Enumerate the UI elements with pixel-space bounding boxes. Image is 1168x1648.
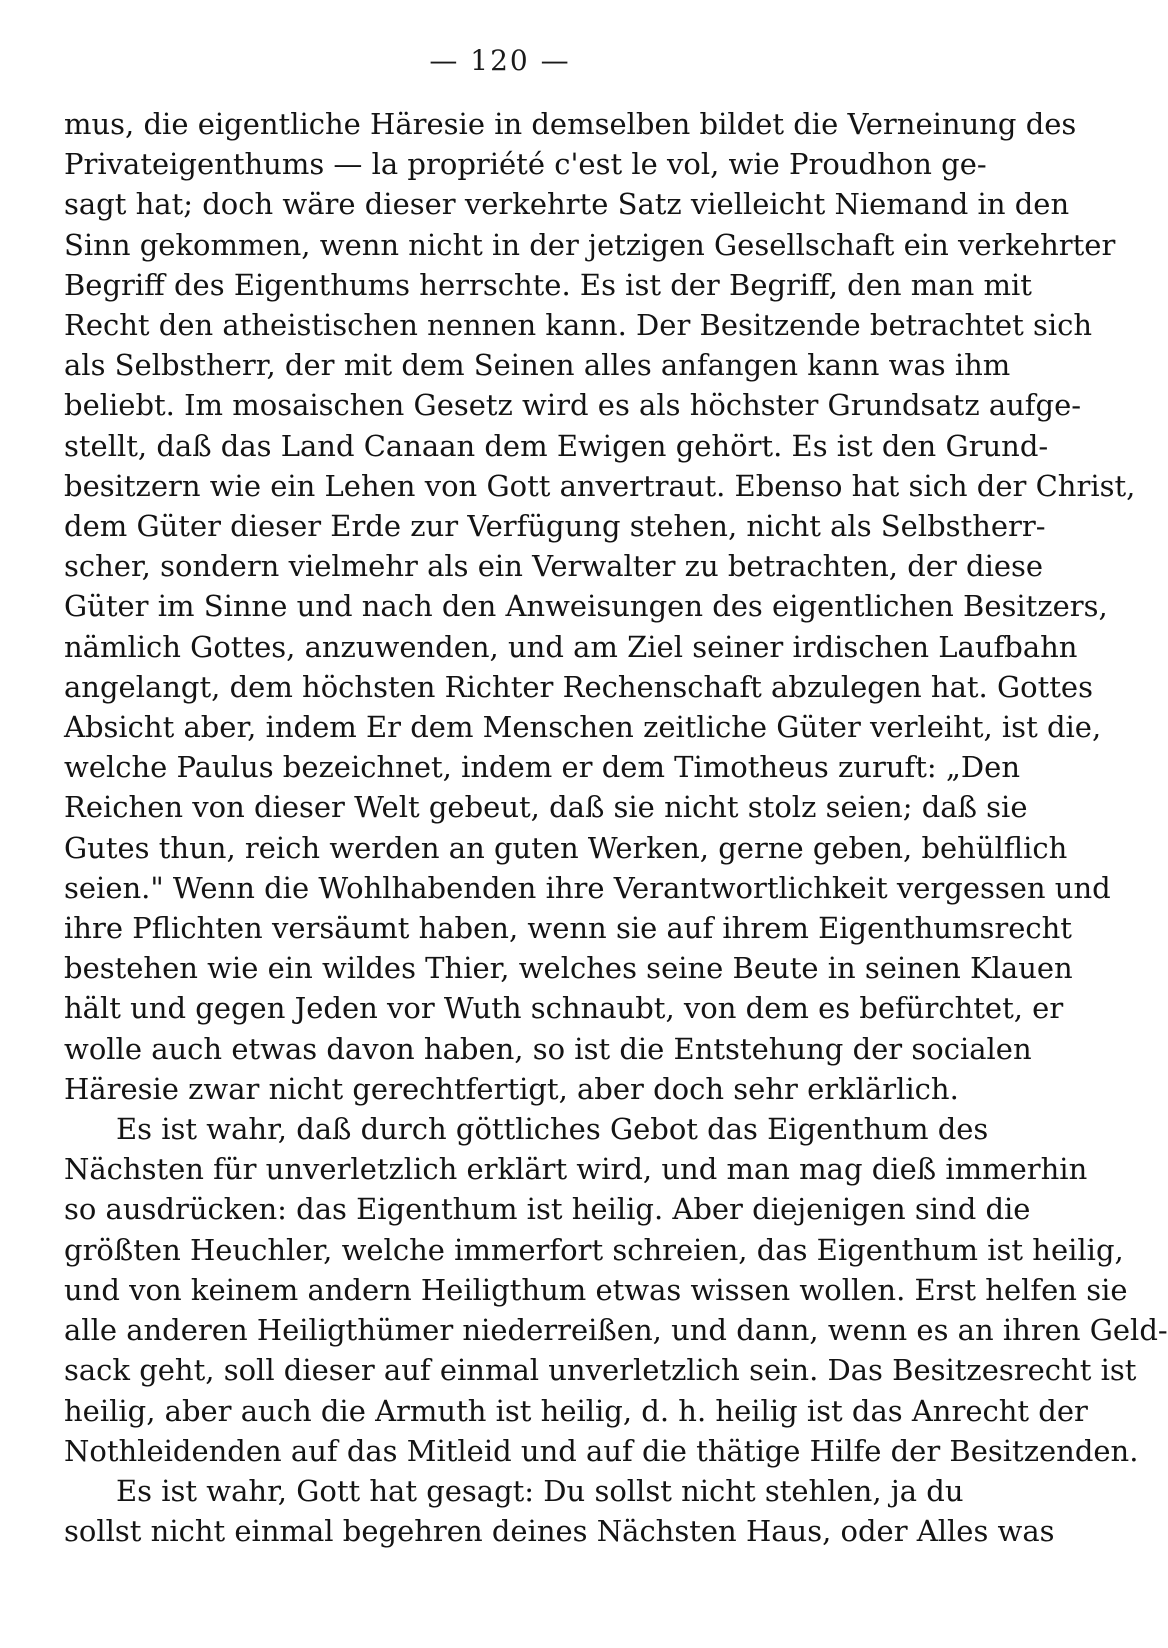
body-text bbox=[64, 104, 1168, 1551]
text-line: Reichen von dieser Welt gebeut, daß sie nicht stolz seien; daß sie bbox=[64, 790, 1028, 825]
text-line: besitzern wie ein Lehen von Gott anvertraut. Ebenso hat sich der Christ, bbox=[64, 468, 1136, 503]
text-line: und von keinem andern Heiligthum etwas wissen wollen. Erst helfen sie bbox=[64, 1272, 1128, 1307]
text-line: Nothleidenden auf das Mitleid und auf die thätige Hilfe der Besitzenden. bbox=[64, 1433, 1139, 1468]
text-line: dem Güter dieser Erde zur Verfügung stehen, nicht als Selbstherr- bbox=[64, 509, 1046, 544]
text-line: ihre Pflichten versäumt haben, wenn sie auf ihrem Eigenthumsrecht bbox=[64, 911, 1072, 946]
text-line: so ausdrücken: das Eigenthum ist heilig. Aber diejenigen sind die bbox=[64, 1192, 1031, 1227]
page-number: — 120 — bbox=[429, 44, 571, 77]
text-line: scher, sondern vielmehr als ein Verwalter zu betrachten, der diese bbox=[64, 549, 1044, 584]
text-line: Güter im Sinne und nach den Anweisungen des eigentlichen Besitzers, bbox=[64, 589, 1108, 624]
text-line: als Selbstherr, der mit dem Seinen alles anfangen kann was ihm bbox=[64, 348, 1011, 383]
paragraph-2 bbox=[64, 1109, 1168, 1471]
text-line: Absicht aber, indem Er dem Menschen zeitliche Güter verleiht, ist die, bbox=[64, 710, 1102, 745]
text-line: sack geht, soll dieser auf einmal unverletzlich sein. Das Besitzesrecht ist bbox=[64, 1353, 1137, 1388]
text-line: Gutes thun, reich werden an guten Werken, gerne geben, behülflich bbox=[64, 830, 1068, 865]
text-line: Es ist wahr, daß durch göttliches Gebot das Eigenthum des bbox=[116, 1112, 989, 1147]
text-line: beliebt. Im mosaischen Gesetz wird es als höchster Grundsatz aufge- bbox=[64, 388, 1082, 423]
text-line: sollst nicht einmal begehren deines Nächsten Haus, oder Alles was bbox=[64, 1514, 1055, 1549]
text-line: bestehen wie ein wildes Thier, welches seine Beute in seinen Klauen bbox=[64, 951, 1073, 986]
text-line: Recht den atheistischen nennen kann. Der Besitzende betrachtet sich bbox=[64, 308, 1093, 343]
text-line: wolle auch etwas davon haben, so ist die Entstehung der socialen bbox=[64, 1031, 1032, 1066]
text-line: Begriff des Eigenthums herrschte. Es ist der Begriff, den man mit bbox=[64, 267, 1032, 302]
text-line: mus, die eigentliche Häresie in demselben bildet die Verneinung des bbox=[64, 107, 1077, 141]
text-line: angelangt, dem höchsten Richter Rechenschaft abzulegen hat. Gottes bbox=[64, 669, 1093, 704]
text-line: hält und gegen Jeden vor Wuth schnaubt, von dem es befürchtet, er bbox=[64, 991, 1064, 1026]
paragraph-3 bbox=[64, 1471, 1055, 1551]
text-line: alle anderen Heiligthümer niederreißen, und dann, wenn es an ihren Geld- bbox=[64, 1313, 1168, 1348]
text-line: größten Heuchler, welche immerfort schreien, das Eigenthum ist heilig, bbox=[64, 1232, 1124, 1267]
text-line: Sinn gekommen, wenn nicht in der jetzigen Gesellschaft ein verkehrter bbox=[64, 227, 1116, 262]
text-line: seien." Wenn die Wohlhabenden ihre Verantwortlichkeit vergessen und bbox=[64, 870, 1111, 905]
text-line: heilig, aber auch die Armuth ist heilig, d. h. heilig ist das Anrecht der bbox=[64, 1393, 1088, 1428]
text-line: welche Paulus bezeichnet, indem er dem Timotheus zuruft: „Den bbox=[64, 750, 1020, 785]
text-line: stellt, daß das Land Canaan dem Ewigen gehört. Es ist den Grund- bbox=[64, 428, 1049, 463]
text-line: sagt hat; doch wäre dieser verkehrte Satz vielleicht Niemand in den bbox=[64, 187, 1070, 222]
text-line: nämlich Gottes, anzuwenden, und am Ziel seiner irdischen Laufbahn bbox=[64, 629, 1078, 664]
text-line: Häresie zwar nicht gerechtfertigt, aber doch sehr erklärlich. bbox=[64, 1071, 959, 1106]
text-line: Es ist wahr, Gott hat gesagt: Du sollst nicht stehlen, ja du bbox=[116, 1473, 964, 1508]
paragraph-1 bbox=[64, 104, 1136, 1109]
text-line: Privateigenthums — la propriété c'est le vol, wie Proudhon ge- bbox=[64, 147, 987, 182]
text-line: Nächsten für unverletzlich erklärt wird, und man mag dieß immerhin bbox=[64, 1152, 1088, 1187]
